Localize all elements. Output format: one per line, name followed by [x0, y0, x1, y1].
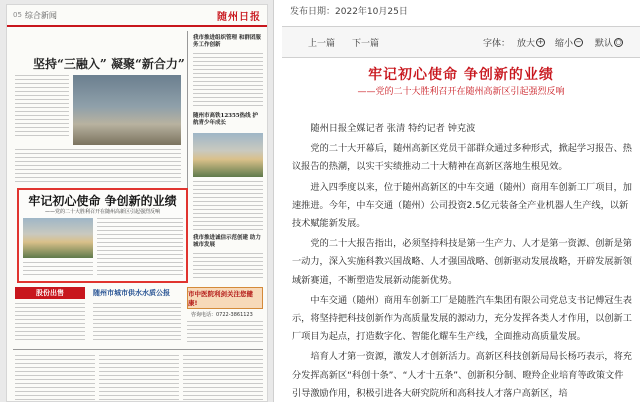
- highlight-text-2: [23, 262, 93, 278]
- clinic-ad[interactable]: 市中医院利剑关注您健康!: [187, 287, 263, 309]
- side-photo: [193, 133, 263, 177]
- font-size-label: 字体：: [483, 39, 511, 49]
- side-headline-2[interactable]: 随州市高铁12355热线 护航青少年成长: [193, 113, 259, 126]
- reset-icon: ○: [615, 38, 622, 46]
- article-body: [292, 120, 632, 402]
- previous-article-link[interactable]: 上一篇: [308, 39, 336, 49]
- article-reader: [282, 0, 640, 402]
- article-subtitle: ——党的二十大胜利召开在随州高新区引起强烈反响: [357, 87, 565, 97]
- article-paragraph: 中车交通（随州）商用车创新工厂是随胜汽车集团有限公司党总支书记傅冠生表示，将坚持把科技创新作为高质量发展的源动力，充分发挥各类人才作用，以创新工厂项目为起点，打造数字化、智能化耀车生产线，全面推动高质量发展。: [292, 294, 632, 343]
- stock-text: [15, 303, 85, 343]
- highlight-text: [97, 218, 183, 278]
- section-name: 综合新闻: [24, 10, 57, 20]
- newspaper-header: [7, 5, 267, 27]
- article-title: 牢记初心使命 争创新的业绩: [368, 67, 554, 83]
- font-default-label: 默认: [595, 39, 614, 49]
- side-headline-1[interactable]: 我市推进组织管理 和群团服务工作创新: [193, 35, 261, 48]
- article-byline: 随州日报全媒记者 张清 特约记者 钟克波: [310, 123, 476, 134]
- font-shrink-label: 缩小: [555, 39, 574, 49]
- next-article-link[interactable]: 下一篇: [352, 39, 380, 49]
- lead-headline[interactable]: 坚持“三融入” 凝聚“新合力”: [33, 57, 185, 71]
- font-shrink-button[interactable]: [555, 36, 583, 49]
- side-text-3: [193, 253, 263, 281]
- lead-text-2: [15, 149, 181, 183]
- clinic-text: [187, 321, 263, 345]
- highlight-subheadline: ——党的二十大胜利召开在随州高新区引起强烈反响: [44, 209, 160, 215]
- bottom-text-3: [183, 355, 263, 401]
- article-paragraph: 党的二十大开幕后，随州高新区党员干部群众通过多种形式，掀起学习报告、热议报告的热潮，以实干实绩推动二十大精神在高新区落地生根见效。: [292, 143, 632, 173]
- side-headline-3[interactable]: 我市推进诚信示范创建 助力城市发展: [193, 235, 261, 248]
- font-default-button[interactable]: [595, 36, 623, 49]
- newspaper-frame: [0, 0, 274, 402]
- page-number: 05: [13, 11, 22, 19]
- font-enlarge-label: 放大: [517, 39, 536, 49]
- lead-photo: [73, 75, 181, 145]
- reader-toolbar: [282, 26, 640, 58]
- stock-band[interactable]: 股份出售: [15, 287, 85, 299]
- publish-date-value: 2022年10月25日: [335, 7, 408, 17]
- water-notice-title[interactable]: 随州市城市供水水质公报: [93, 289, 170, 297]
- water-notice-text: [93, 303, 181, 343]
- lower-rule: [13, 349, 263, 350]
- newspaper-brand: 随州日报: [217, 11, 261, 23]
- side-text-1: [193, 53, 263, 107]
- article-paragraph: 党的二十大报告指出，必须坚持科技是第一生产力、人才是第一资源、创新是第一动力，深入实施科教兴国战略、人才强国战略、创新驱动发展战略，开辟发展新领域新赛道，不断塑造发展新动能新优势。: [292, 238, 632, 286]
- side-text-2: [193, 181, 263, 231]
- minus-icon: −: [575, 38, 582, 46]
- highlight-headline: 牢记初心使命 争创新的业绩: [28, 194, 177, 208]
- font-enlarge-button[interactable]: [517, 36, 545, 49]
- bottom-text-2: [99, 355, 179, 401]
- publish-date-label: 发布日期：: [290, 7, 336, 17]
- lead-text: [15, 75, 69, 137]
- plus-icon: +: [537, 38, 544, 46]
- article-paragraph: 进入四季度以来，位于随州高新区的中车交通（随州）商用车创新工厂项目，加速推进。今年，中车交通（随州）公司投资2.5亿元装备全产业机器人生产线，以新技术赋能新发展。: [292, 181, 632, 230]
- highlight-photo: [23, 218, 93, 258]
- section-label: [13, 10, 57, 21]
- publish-date: [290, 4, 408, 17]
- clinic-phone: 咨询电话：0722-3861123: [191, 312, 253, 318]
- article-paragraph: 培育人才第一资源，激发人才创新活力。高新区科技创新局局长杨巧表示，将充分发挥高新区“科创十条”、“人才十五条”、创新积分制、瞪羚企业培育等政策文件引导激励作用，积极引进各大研究院所和高科技人才落户高新区，培: [292, 351, 632, 399]
- selected-article-box[interactable]: [17, 188, 188, 283]
- newspaper-page: [6, 4, 268, 402]
- bottom-text-1: [15, 355, 95, 401]
